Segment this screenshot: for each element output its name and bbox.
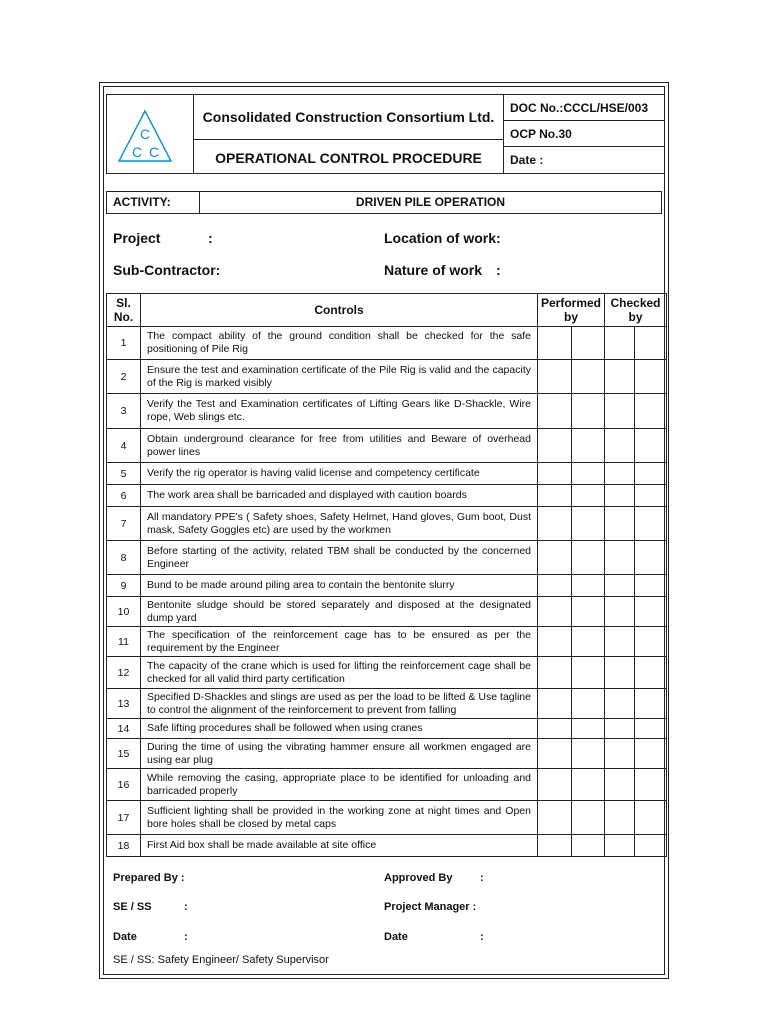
performed-by-cell-1[interactable] [538, 507, 572, 541]
row-number: 2 [107, 360, 141, 394]
control-text: The work area shall be barricaded and displayed with caution boards [141, 485, 538, 507]
approved-by-label: Approved By [384, 872, 453, 884]
checked-by-cell-2[interactable] [635, 463, 667, 485]
table-header-row [107, 294, 667, 327]
performed-by-cell-1[interactable] [538, 835, 572, 857]
checked-by-cell-2[interactable] [635, 801, 667, 835]
row-number: 18 [107, 835, 141, 857]
approved-by-colon: : [480, 872, 484, 884]
performed-by-cell-2[interactable] [572, 597, 605, 627]
performed-by-cell-1[interactable] [538, 327, 572, 360]
checked-by-cell-1[interactable] [605, 429, 635, 463]
table-row [107, 429, 667, 463]
checked-by-cell-2[interactable] [635, 769, 667, 801]
checked-by-cell-1[interactable] [605, 739, 635, 769]
sl-no-header: Sl. No. [107, 294, 141, 327]
control-text: Bund to be made around piling area to contain the bentonite slurry [141, 575, 538, 597]
performed-by-cell-1[interactable] [538, 627, 572, 657]
svg-text:C: C [148, 144, 160, 160]
checked-by-cell-1[interactable] [605, 597, 635, 627]
control-text: Ensure the test and examination certificate of the Pile Rig is valid and the capacity of the Rig is marked visibly [141, 360, 538, 394]
table-row [107, 801, 667, 835]
checked-by-cell-2[interactable] [635, 575, 667, 597]
company-name: Consolidated Construction Consortium Ltd. [202, 109, 495, 125]
checked-by-cell-2[interactable] [635, 485, 667, 507]
performed-by-header: Performed by [538, 294, 605, 327]
activity-row [106, 191, 662, 214]
checked-by-header: Checked by [605, 294, 667, 327]
checked-by-cell-1[interactable] [605, 719, 635, 739]
row-number: 16 [107, 769, 141, 801]
row-number: 8 [107, 541, 141, 575]
table-row [107, 507, 667, 541]
checked-by-cell-1[interactable] [605, 689, 635, 719]
doc-date: Date : [510, 153, 544, 167]
date-left-label: Date [113, 931, 137, 943]
table-row [107, 463, 667, 485]
controls-header: Controls [141, 294, 538, 327]
project-label: Project [113, 230, 161, 246]
row-number: 14 [107, 719, 141, 739]
date-left-colon: : [184, 931, 188, 943]
location-of-work-label: Location of work: [384, 230, 501, 246]
performed-by-cell-2[interactable] [572, 739, 605, 769]
checked-by-cell-1[interactable] [605, 327, 635, 360]
performed-by-cell-2[interactable] [572, 541, 605, 575]
control-text: First Aid box shall be made available at site office [141, 835, 538, 857]
table-row [107, 541, 667, 575]
checked-by-cell-2[interactable] [635, 689, 667, 719]
row-number: 1 [107, 327, 141, 360]
footnote: SE / SS: Safety Engineer/ Safety Supervisor [113, 954, 329, 966]
checked-by-cell-1[interactable] [605, 507, 635, 541]
control-text: Verify the rig operator is having valid license and competency certificate [141, 463, 538, 485]
checked-by-cell-2[interactable] [635, 835, 667, 857]
checked-by-cell-1[interactable] [605, 769, 635, 801]
control-text: All mandatory PPE's ( Safety shoes, Safety Helmet, Hand gloves, Gum boot, Dust mask, Safety Goggles etc) are used by the workmen [141, 507, 538, 541]
control-text: Bentonite sludge should be stored separately and disposed at the designated dump yard [141, 597, 538, 627]
performed-by-cell-1[interactable] [538, 575, 572, 597]
performed-by-cell-1[interactable] [538, 394, 572, 429]
checked-by-cell-2[interactable] [635, 657, 667, 689]
performed-by-cell-1[interactable] [538, 689, 572, 719]
nature-of-work-label: Nature of work [384, 262, 483, 278]
performed-by-cell-2[interactable] [572, 485, 605, 507]
table-row [107, 575, 667, 597]
performed-by-cell-1[interactable] [538, 463, 572, 485]
performed-by-cell-2[interactable] [572, 463, 605, 485]
controls-table [106, 293, 667, 857]
table-row [107, 719, 667, 739]
table-row [107, 689, 667, 719]
row-number: 5 [107, 463, 141, 485]
performed-by-cell-1[interactable] [538, 485, 572, 507]
checked-by-cell-2[interactable] [635, 507, 667, 541]
checked-by-cell-2[interactable] [635, 327, 667, 360]
table-row [107, 485, 667, 507]
row-number: 13 [107, 689, 141, 719]
checked-by-cell-2[interactable] [635, 394, 667, 429]
checked-by-cell-2[interactable] [635, 360, 667, 394]
project-colon: : [208, 230, 213, 246]
row-number: 10 [107, 597, 141, 627]
table-row [107, 657, 667, 689]
checked-by-cell-1[interactable] [605, 541, 635, 575]
row-number: 11 [107, 627, 141, 657]
activity-label: ACTIVITY: [107, 192, 200, 213]
performed-by-cell-1[interactable] [538, 657, 572, 689]
ocp-number: OCP No.30 [504, 121, 664, 147]
performed-by-cell-1[interactable] [538, 719, 572, 739]
performed-by-cell-1[interactable] [538, 597, 572, 627]
date-right-label: Date [384, 931, 408, 943]
doc-number: DOC No.:CCCL/HSE/003 [504, 95, 664, 121]
checked-by-cell-2[interactable] [635, 719, 667, 739]
performed-by-cell-2[interactable] [572, 507, 605, 541]
control-text: Verify the Test and Examination certificates of Lifting Gears like D-Shackle, Wire rope, Web slings etc. [141, 394, 538, 429]
table-row [107, 597, 667, 627]
project-manager-label: Project Manager : [384, 901, 477, 913]
nature-of-work-colon: : [496, 262, 501, 278]
control-text: Safe lifting procedures shall be followed when using cranes [141, 719, 538, 739]
checked-by-cell-1[interactable] [605, 835, 635, 857]
row-number: 3 [107, 394, 141, 429]
checked-by-cell-2[interactable] [635, 541, 667, 575]
table-row [107, 627, 667, 657]
performed-by-cell-2[interactable] [572, 801, 605, 835]
performed-by-cell-1[interactable] [538, 541, 572, 575]
performed-by-cell-2[interactable] [572, 835, 605, 857]
date-right-colon: : [480, 931, 484, 943]
se-ss-label: SE / SS [113, 901, 152, 913]
performed-by-cell-2[interactable] [572, 657, 605, 689]
document-title: OPERATIONAL CONTROL PROCEDURE [215, 150, 482, 166]
performed-by-cell-1[interactable] [538, 769, 572, 801]
svg-text:C: C [139, 126, 151, 142]
checked-by-cell-2[interactable] [635, 597, 667, 627]
control-text: Before starting of the activity, related TBM shall be conducted by the concerned Engineer [141, 541, 538, 575]
performed-by-cell-2[interactable] [572, 394, 605, 429]
checked-by-cell-2[interactable] [635, 739, 667, 769]
control-text: Specified D-Shackles and slings are used as per the load to be lifted & Use tagline to control the alignment of the reinforcement to prevent from falling [141, 689, 538, 719]
activity-value: DRIVEN PILE OPERATION [355, 195, 506, 209]
row-number: 4 [107, 429, 141, 463]
performed-by-cell-2[interactable] [572, 689, 605, 719]
control-text: The capacity of the crane which is used for lifting the reinforcement cage shall be checked for all valid third party certification [141, 657, 538, 689]
performed-by-cell-1[interactable] [538, 801, 572, 835]
control-text: The specification of the reinforcement cage has to be ensured as per the requirement by the Engineer [141, 627, 538, 657]
checked-by-cell-1[interactable] [605, 657, 635, 689]
document-info-box [503, 94, 665, 174]
row-number: 6 [107, 485, 141, 507]
checked-by-cell-1[interactable] [605, 485, 635, 507]
ccc-logo-icon [107, 95, 193, 173]
performed-by-cell-2[interactable] [572, 769, 605, 801]
control-text: While removing the casing, appropriate place to be identified for unloading and barricaded properly [141, 769, 538, 801]
performed-by-cell-2[interactable] [572, 360, 605, 394]
table-row [107, 739, 667, 769]
checked-by-cell-1[interactable] [605, 627, 635, 657]
header-title-box [193, 94, 504, 174]
table-row [107, 394, 667, 429]
checked-by-cell-2[interactable] [635, 627, 667, 657]
performed-by-cell-1[interactable] [538, 739, 572, 769]
checked-by-cell-1[interactable] [605, 575, 635, 597]
row-number: 17 [107, 801, 141, 835]
table-row [107, 360, 667, 394]
row-number: 15 [107, 739, 141, 769]
control-text: Obtain underground clearance for free from utilities and Beware of overhead power lines [141, 429, 538, 463]
control-text: The compact ability of the ground condition shall be checked for the safe positioning of Pile Rig [141, 327, 538, 360]
row-number: 12 [107, 657, 141, 689]
performed-by-cell-2[interactable] [572, 719, 605, 739]
row-number: 9 [107, 575, 141, 597]
svg-text:C: C [131, 144, 143, 160]
checked-by-cell-1[interactable] [605, 801, 635, 835]
sub-contractor-label: Sub-Contractor: [113, 262, 221, 278]
performed-by-cell-2[interactable] [572, 327, 605, 360]
performed-by-cell-1[interactable] [538, 429, 572, 463]
performed-by-cell-2[interactable] [572, 627, 605, 657]
prepared-by-label: Prepared By : [113, 872, 185, 884]
checked-by-cell-1[interactable] [605, 463, 635, 485]
control-text: During the time of using the vibrating hammer ensure all workmen engaged are using ear plug [141, 739, 538, 769]
table-row [107, 835, 667, 857]
checked-by-cell-1[interactable] [605, 360, 635, 394]
checked-by-cell-1[interactable] [605, 394, 635, 429]
performed-by-cell-2[interactable] [572, 575, 605, 597]
header-divider [194, 139, 503, 140]
checked-by-cell-2[interactable] [635, 429, 667, 463]
company-logo-box [106, 94, 194, 174]
se-ss-colon: : [184, 901, 188, 913]
performed-by-cell-2[interactable] [572, 429, 605, 463]
performed-by-cell-1[interactable] [538, 360, 572, 394]
control-text: Sufficient lighting shall be provided in the working zone at night times and Open bore holes shall be closed by metal caps [141, 801, 538, 835]
row-number: 7 [107, 507, 141, 541]
table-row [107, 769, 667, 801]
table-row [107, 327, 667, 360]
